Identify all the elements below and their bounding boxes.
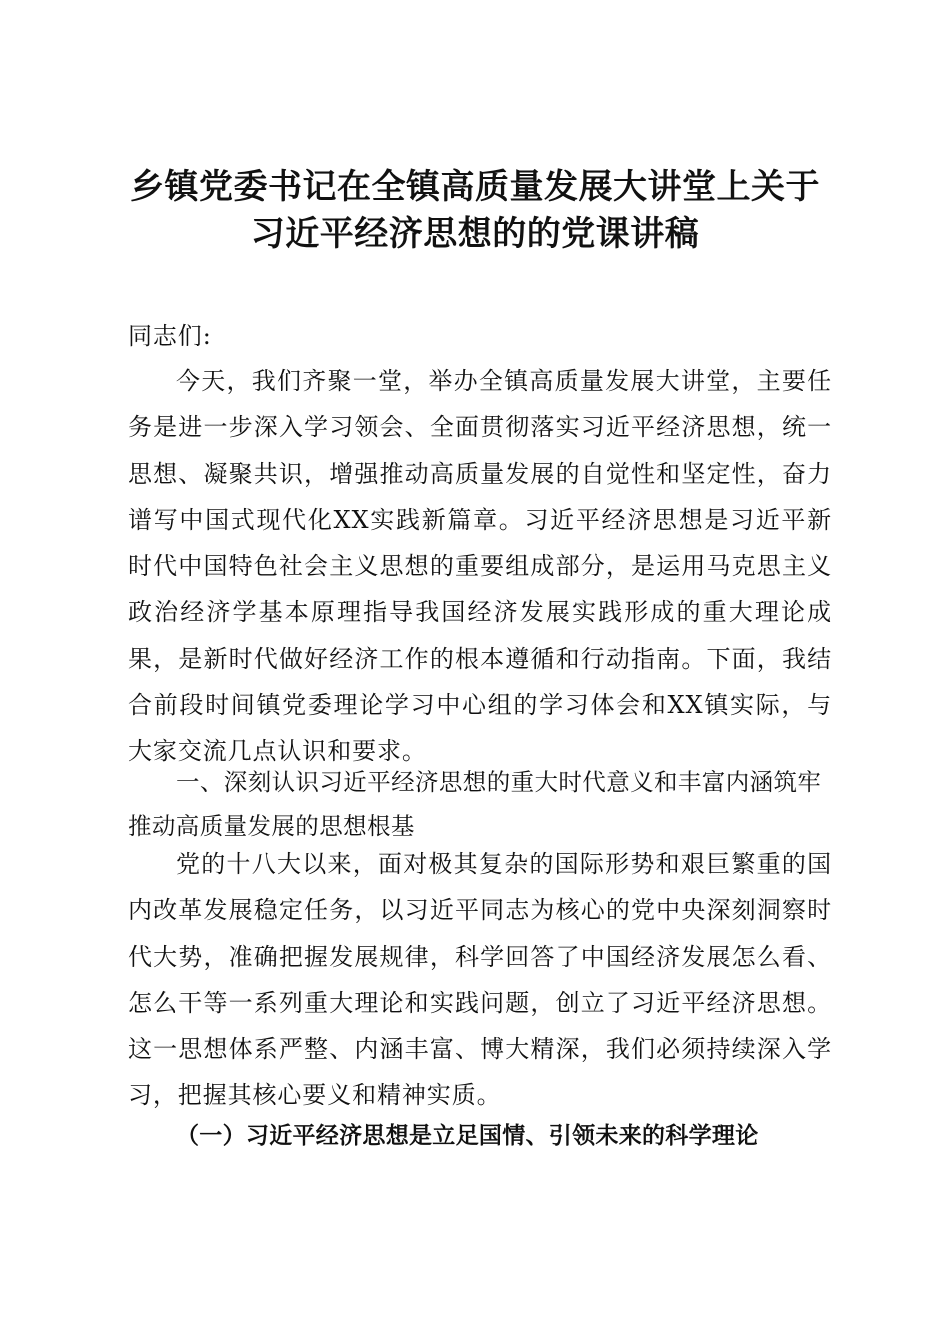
title-line-1: 乡镇党委书记在全镇高质量发展大讲堂上关于 bbox=[130, 167, 820, 207]
subsection-heading-1: （一）习近平经济思想是立足国情、引领未来的科学理论 bbox=[176, 1122, 759, 1149]
document-title bbox=[100, 164, 850, 258]
intro-paragraph: 今天，我们齐聚一堂，举办全镇高质量发展大讲堂，主要任务是进一步深入学习领会、全面贯彻落实习近平经济思想，统一思想、凝聚共识，增强推动高质量发展的自觉性和坚定性，奋力谱写中国式现代化XX实践新篇章。习近平经济思想是习近平新时代中国特色社会主义思想的重要组成部分，是运用马克思主义政治经济学基本原理指导我国经济发展实践形成的重大理论成果，是新时代做好经济工作的根本遵循和行动指南。下面，我结合前段时间镇党委理论学习中心组的学习体会和XX镇实际，与大家交流几点认识和要求。 bbox=[128, 367, 832, 766]
section-heading-1: 一、深刻认识习近平经济思想的重大时代意义和丰富内涵筑牢推动高质量发展的思想根基 bbox=[128, 768, 822, 840]
section-paragraph-1: 党的十八大以来，面对极其复杂的国际形势和艰巨繁重的国内改革发展稳定任务，以习近平同志为核心的党中央深刻洞察时代大势，准确把握发展规律，科学回答了中国经济发展怎么看、怎么干等一系列重大理论和实践问题，创立了习近平经济思想。这一思想体系严整、内涵丰富、博大精深，我们必须持续深入学习，把握其核心要义和精神实质。 bbox=[128, 850, 832, 1110]
salutation: 同志们: bbox=[128, 322, 212, 350]
title-line-2: 习近平经济思想的的党课讲稿 bbox=[250, 214, 700, 254]
